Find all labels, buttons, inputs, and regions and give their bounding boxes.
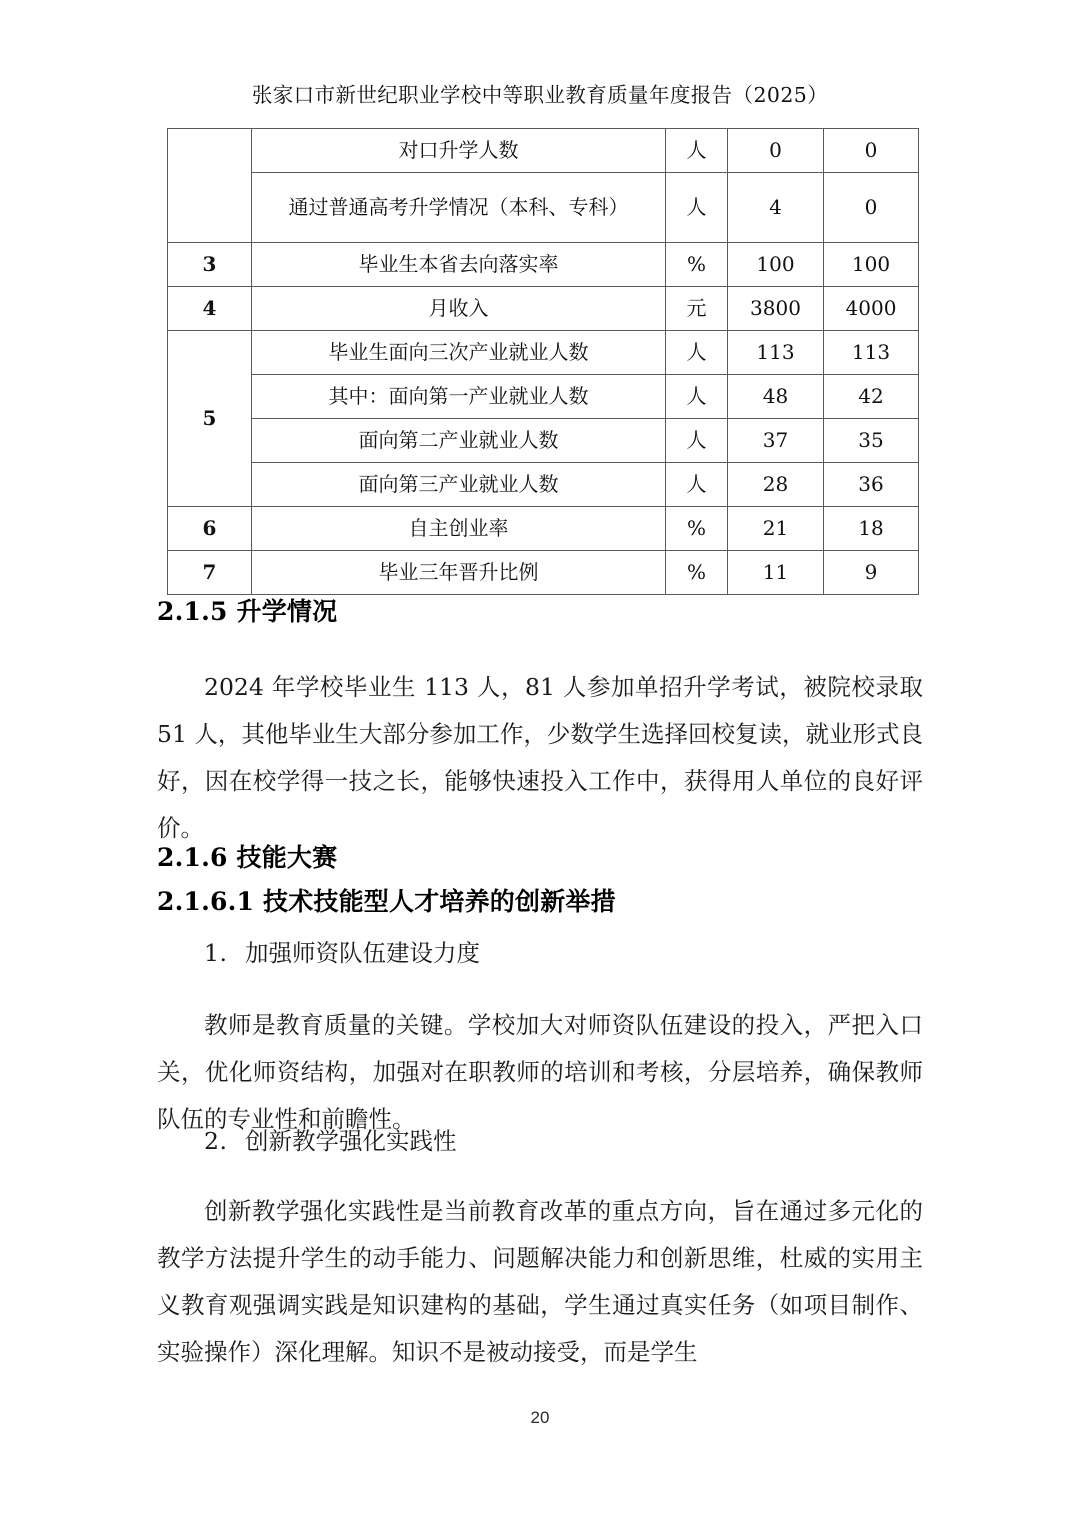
row-unit-cell: % (666, 243, 728, 287)
employment-indicators-table (167, 128, 919, 595)
table-row (168, 507, 919, 551)
table-body (168, 129, 919, 595)
row-item-label: 月收入 (428, 296, 489, 321)
section-2-1-5-paragraph: 2024 年学校毕业生 113 人，81 人参加单招升学考试，被院校录取 51 人，其他毕业生大部分参加工作，少数学生选择回校复读，就业形式良好，因在校学得一技之长，能够快速投入工作中，获得用人单位的良好评价。 (157, 672, 923, 842)
row-value1-cell: 21 (728, 507, 824, 551)
row-value2-cell: 9 (824, 551, 919, 595)
table-row (168, 173, 919, 243)
row-item-label: 面向第三产业就业人数 (358, 472, 559, 497)
row-item-cell (252, 419, 666, 463)
list-item (157, 1118, 923, 1165)
list-item-1-body: 教师是教育质量的关键。学校加大对师资队伍建设的投入，严把入口关，优化师资结构，加强对在职教师的培训和考核，分层培养，确保教师队伍的专业性和前瞻性。 (157, 1010, 923, 1133)
list-item-title: 加强师资队伍建设力度 (245, 939, 481, 967)
row-value1-cell: 113 (728, 331, 824, 375)
row-unit-cell: 元 (666, 287, 728, 331)
table-row (168, 129, 919, 173)
row-value2-cell: 18 (824, 507, 919, 551)
row-value1-cell: 28 (728, 463, 824, 507)
list-item (157, 930, 923, 977)
row-value1-cell: 100 (728, 243, 824, 287)
row-number-cell (168, 129, 252, 243)
row-unit-cell: 人 (666, 419, 728, 463)
row-value1-cell: 3800 (728, 287, 824, 331)
table-row (168, 375, 919, 419)
row-number-cell: 5 (168, 331, 252, 507)
row-value2-cell: 0 (824, 129, 919, 173)
list-item-title: 创新教学强化实践性 (245, 1127, 457, 1155)
section-heading-2-1-6-1: 2.1.6.1 技术技能型人才培养的创新举措 (157, 887, 616, 916)
row-unit-cell: 人 (666, 173, 728, 243)
row-item-cell (252, 331, 666, 375)
row-value2-cell: 4000 (824, 287, 919, 331)
row-item-cell (252, 551, 666, 595)
row-value1-cell: 11 (728, 551, 824, 595)
table-row (168, 287, 919, 331)
row-item-cell (252, 375, 666, 419)
section-heading-2-1-6: 2.1.6 技能大赛 (157, 843, 338, 872)
row-value2-cell: 100 (824, 243, 919, 287)
row-item-cell (252, 173, 666, 243)
row-number-cell: 3 (168, 243, 252, 287)
row-number-cell: 4 (168, 287, 252, 331)
row-item-cell (252, 129, 666, 173)
table-row (168, 419, 919, 463)
row-unit-cell: 人 (666, 129, 728, 173)
row-value2-cell: 35 (824, 419, 919, 463)
row-item-label: 面向第二产业就业人数 (358, 428, 559, 453)
row-unit-cell: 人 (666, 331, 728, 375)
list-item-number: 1. (204, 939, 228, 967)
row-value1-cell: 48 (728, 375, 824, 419)
row-value1-cell: 37 (728, 419, 824, 463)
row-unit-cell: 人 (666, 375, 728, 419)
page-number: 20 (530, 1408, 550, 1427)
row-value2-cell: 36 (824, 463, 919, 507)
row-number-cell: 7 (168, 551, 252, 595)
row-item-label: 毕业生面向三次产业就业人数 (328, 340, 589, 365)
row-item-cell (252, 287, 666, 331)
list-item-2-body: 创新教学强化实践性是当前教育改革的重点方向，旨在通过多元化的教学方法提升学生的动手能力、问题解决能力和创新思维，杜威的实用主义教育观强调实践是知识建构的基础，学生通过真实任务（如项目制作、实验操作）深化理解。知识不是被动接受，而是学生 (157, 1196, 923, 1366)
row-item-cell (252, 463, 666, 507)
table-row (168, 243, 919, 287)
row-item-label: 对口升学人数 (398, 138, 519, 163)
table-row (168, 331, 919, 375)
row-item-label: 自主创业率 (408, 516, 509, 541)
row-item-label: 其中：面向第一产业就业人数 (328, 384, 589, 409)
running-header-title: 张家口市新世纪职业学校中等职业教育质量年度报告（2025） (251, 83, 829, 107)
row-item-cell (252, 243, 666, 287)
row-value1-cell: 0 (728, 129, 824, 173)
row-item-cell (252, 507, 666, 551)
row-unit-cell: 人 (666, 463, 728, 507)
list-item-number: 2. (204, 1127, 228, 1155)
row-item-label: 通过普通高考升学情况（本科、专科） (288, 195, 629, 220)
row-item-label: 毕业生本省去向落实率 (358, 252, 559, 277)
row-item-label: 毕业三年晋升比例 (378, 560, 539, 585)
row-value2-cell: 42 (824, 375, 919, 419)
row-value2-cell: 113 (824, 331, 919, 375)
row-unit-cell: % (666, 507, 728, 551)
table-row (168, 463, 919, 507)
table-row (168, 551, 919, 595)
row-value2-cell: 0 (824, 173, 919, 243)
row-value1-cell: 4 (728, 173, 824, 243)
section-heading-2-1-5: 2.1.5 升学情况 (157, 597, 338, 626)
row-unit-cell: % (666, 551, 728, 595)
row-number-cell: 6 (168, 507, 252, 551)
